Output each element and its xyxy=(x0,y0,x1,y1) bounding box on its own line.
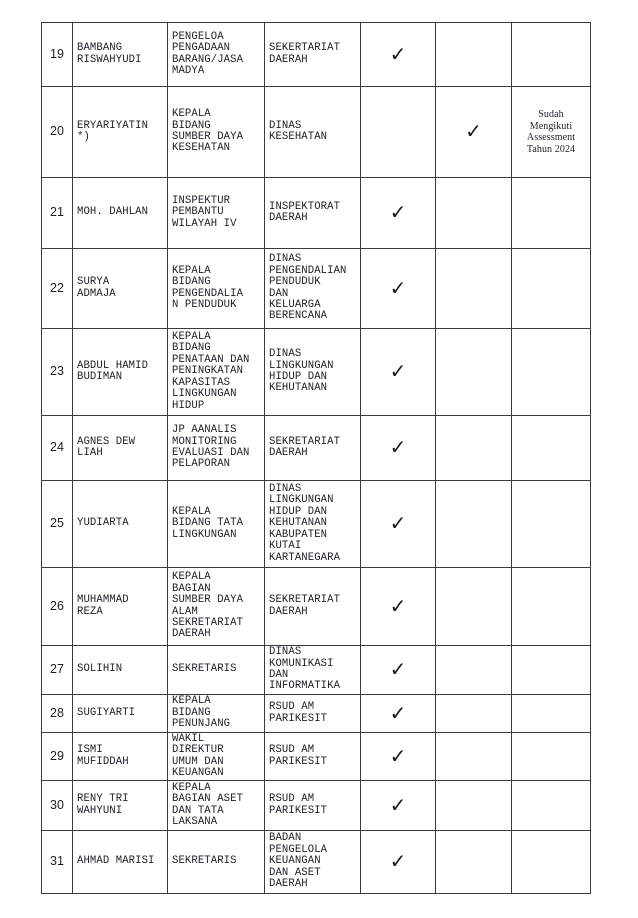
check-mark-cell xyxy=(361,568,436,646)
check-mark-icon: ✓ xyxy=(389,435,407,460)
position-cell xyxy=(168,178,265,249)
name-cell-text: SUGIYARTI xyxy=(77,706,136,719)
unit-cell xyxy=(265,646,361,695)
check-mark-cell xyxy=(361,646,436,695)
check-mark-icon: ✓ xyxy=(389,200,407,225)
position-cell xyxy=(168,695,265,733)
note-cell xyxy=(512,416,591,481)
row-number-text: 27 xyxy=(49,662,65,677)
check-mark-cell xyxy=(361,87,436,178)
row-number-text: 26 xyxy=(49,598,65,613)
position-cell-text: KEPALA BIDANG PENGENDALIA N PENDUDUK xyxy=(172,264,244,311)
unit-cell-text: DINAS LINGKUNGAN HIDUP DAN KEHUTANAN KABUPATEN KUTAI KARTANEGARA xyxy=(269,483,341,564)
row-number xyxy=(42,781,73,831)
name-cell xyxy=(73,831,168,894)
unit-cell xyxy=(265,781,361,831)
position-cell-text: KEPALA BIDANG SUMBER DAYA KESEHATAN xyxy=(172,108,244,155)
check-mark-cell-2 xyxy=(436,831,512,894)
check-mark-icon: ✓ xyxy=(389,511,407,536)
check-mark-cell xyxy=(361,178,436,249)
note-cell xyxy=(512,733,591,781)
check-mark-icon: ✓ xyxy=(389,657,407,682)
table-row xyxy=(42,733,591,781)
check-mark-cell xyxy=(361,481,436,568)
unit-cell-text: SEKERTARIAT DAERAH xyxy=(269,42,341,66)
unit-cell xyxy=(265,178,361,249)
row-number-text: 22 xyxy=(49,280,65,295)
unit-cell xyxy=(265,568,361,646)
check-mark-cell-2 xyxy=(436,733,512,781)
table-row xyxy=(42,178,591,249)
position-cell xyxy=(168,831,265,894)
table-row xyxy=(42,416,591,481)
check-mark-cell xyxy=(361,831,436,894)
check-mark-icon: ✓ xyxy=(389,700,407,725)
table-row xyxy=(42,831,591,894)
row-number xyxy=(42,831,73,894)
check-mark-cell xyxy=(361,249,436,329)
row-number-text: 21 xyxy=(49,205,65,220)
position-cell-text: INSPEKTUR PEMBANTU WILAYAH IV xyxy=(172,194,237,230)
unit-cell xyxy=(265,695,361,733)
check-mark-cell-2 xyxy=(436,23,512,87)
check-mark-cell xyxy=(361,23,436,87)
note-cell xyxy=(512,87,591,178)
table-row xyxy=(42,23,591,87)
row-number xyxy=(42,646,73,695)
check-mark-cell-2 xyxy=(436,695,512,733)
position-cell-text: KEPALA BIDANG PENATAAN DAN PENINGKATAN KAPASITAS LINGKUNGAN HIDUP xyxy=(172,331,250,412)
row-number xyxy=(42,733,73,781)
note-cell-text: Sudah Mengikuti Assessment Tahun 2024 xyxy=(526,109,576,155)
name-cell-text: AGNES DEW LIAH xyxy=(77,435,136,459)
table-row xyxy=(42,481,591,568)
unit-cell xyxy=(265,416,361,481)
position-cell xyxy=(168,646,265,695)
row-number xyxy=(42,568,73,646)
unit-cell-text: DINAS LINGKUNGAN HIDUP DAN KEHUTANAN xyxy=(269,348,334,395)
name-cell xyxy=(73,481,168,568)
name-cell-text: SURYA ADMAJA xyxy=(77,276,116,300)
name-cell xyxy=(73,87,168,178)
check-mark-cell-2 xyxy=(436,481,512,568)
name-cell-text: MUHAMMAD REZA xyxy=(77,594,129,618)
note-cell xyxy=(512,646,591,695)
check-mark-cell-2 xyxy=(436,568,512,646)
check-mark-cell-2 xyxy=(436,329,512,416)
check-mark-cell-2 xyxy=(436,416,512,481)
name-cell xyxy=(73,178,168,249)
row-number-text: 29 xyxy=(49,748,65,763)
position-cell xyxy=(168,249,265,329)
position-cell xyxy=(168,87,265,178)
unit-cell-text: RSUD AM PARIKESIT xyxy=(269,744,328,768)
position-cell-text: KEPALA BIDANG PENUNJANG xyxy=(172,695,231,731)
table-row xyxy=(42,249,591,329)
note-cell xyxy=(512,568,591,646)
check-mark-cell-2 xyxy=(436,249,512,329)
position-cell-text: KEPALA BAGIAN SUMBER DAYA ALAM SEKRETARIAT DAERAH xyxy=(172,571,244,641)
unit-cell xyxy=(265,87,361,178)
position-cell-text: KEPALA BIDANG TATA LINGKUNGAN xyxy=(172,505,244,541)
check-mark-cell xyxy=(361,781,436,831)
check-mark-cell xyxy=(361,733,436,781)
check-mark-icon: ✓ xyxy=(389,792,407,817)
position-cell xyxy=(168,481,265,568)
position-cell xyxy=(168,23,265,87)
unit-cell-text: INSPEKTORAT DAERAH xyxy=(269,200,341,224)
unit-cell-text: RSUD AM PARIKESIT xyxy=(269,793,328,817)
unit-cell xyxy=(265,249,361,329)
name-cell-text: SOLIHIN xyxy=(77,663,123,676)
position-cell-text: JP AANALIS MONITORING EVALUASI DAN PELAPORAN xyxy=(172,424,250,471)
row-number-text: 31 xyxy=(49,854,65,869)
row-number xyxy=(42,416,73,481)
name-cell xyxy=(73,646,168,695)
row-number xyxy=(42,178,73,249)
row-number xyxy=(42,695,73,733)
row-number-text: 23 xyxy=(49,364,65,379)
check-mark-cell xyxy=(361,416,436,481)
unit-cell-text: RSUD AM PARIKESIT xyxy=(269,701,328,725)
check-mark-cell xyxy=(361,329,436,416)
position-cell xyxy=(168,781,265,831)
check-mark-icon: ✓ xyxy=(465,119,482,144)
name-cell-text: RENY TRI WAHYUNI xyxy=(77,793,129,817)
position-cell xyxy=(168,733,265,781)
row-number-text: 30 xyxy=(49,797,65,812)
unit-cell xyxy=(265,23,361,87)
name-cell xyxy=(73,23,168,87)
check-mark-icon: ✓ xyxy=(389,359,407,384)
check-mark-icon: ✓ xyxy=(389,849,407,874)
name-cell xyxy=(73,695,168,733)
position-cell-text: PENGELOA PENGADAAN BARANG/JASA MADYA xyxy=(172,30,244,77)
check-mark-cell xyxy=(361,695,436,733)
name-cell-text: YUDIARTA xyxy=(77,517,129,530)
name-cell xyxy=(73,733,168,781)
name-cell-text: ERYARIYATIN *) xyxy=(77,119,149,143)
unit-cell xyxy=(265,481,361,568)
row-number-text: 25 xyxy=(49,516,65,531)
row-number-text: 20 xyxy=(49,124,65,139)
check-mark-icon: ✓ xyxy=(389,743,407,768)
row-number-text: 19 xyxy=(49,46,65,61)
name-cell xyxy=(73,329,168,416)
name-cell xyxy=(73,249,168,329)
note-cell xyxy=(512,23,591,87)
check-mark-cell-2 xyxy=(436,178,512,249)
note-cell xyxy=(512,249,591,329)
name-cell xyxy=(73,568,168,646)
row-number xyxy=(42,249,73,329)
check-mark-cell-2 xyxy=(436,781,512,831)
note-cell xyxy=(512,831,591,894)
name-cell-text: AHMAD MARISI xyxy=(77,855,155,868)
note-cell xyxy=(512,695,591,733)
unit-cell-text: DINAS KOMUNIKASI DAN INFORMATIKA xyxy=(269,646,341,693)
candidate-table xyxy=(41,22,591,894)
position-cell-text: KEPALA BAGIAN ASET DAN TATA LAKSANA xyxy=(172,781,244,828)
unit-cell xyxy=(265,329,361,416)
table-row xyxy=(42,568,591,646)
name-cell-text: ABDUL HAMID BUDIMAN xyxy=(77,359,149,383)
name-cell-text: BAMBANG RISWAHYUDI xyxy=(77,42,142,66)
position-cell xyxy=(168,329,265,416)
name-cell-text: MOH. DAHLAN xyxy=(77,206,149,219)
check-mark-cell-2 xyxy=(436,646,512,695)
position-cell xyxy=(168,416,265,481)
name-cell-text: ISMI MUFIDDAH xyxy=(77,744,129,768)
note-cell xyxy=(512,781,591,831)
check-mark-icon: ✓ xyxy=(389,41,407,66)
row-number xyxy=(42,23,73,87)
table-row xyxy=(42,87,591,178)
row-number xyxy=(42,87,73,178)
note-cell xyxy=(512,329,591,416)
position-cell-text: SEKRETARIS xyxy=(172,663,237,676)
unit-cell-text: SEKRETARIAT DAERAH xyxy=(269,435,341,459)
table-row xyxy=(42,781,591,831)
table-body xyxy=(42,23,591,894)
table-row xyxy=(42,695,591,733)
note-cell xyxy=(512,178,591,249)
table-row xyxy=(42,646,591,695)
name-cell xyxy=(73,416,168,481)
row-number-text: 28 xyxy=(49,705,65,720)
position-cell-text: SEKRETARIS xyxy=(172,855,237,868)
unit-cell-text: BADAN PENGELOLA KEUANGAN DAN ASET DAERAH xyxy=(269,832,328,891)
unit-cell xyxy=(265,733,361,781)
unit-cell xyxy=(265,831,361,894)
check-mark-icon: ✓ xyxy=(389,593,407,618)
row-number-text: 24 xyxy=(49,440,65,455)
row-number xyxy=(42,329,73,416)
table-row xyxy=(42,329,591,416)
position-cell xyxy=(168,568,265,646)
unit-cell-text: DINAS KESEHATAN xyxy=(269,119,328,143)
row-number xyxy=(42,481,73,568)
position-cell-text: WAKIL DIREKTUR UMUM DAN KEUANGAN xyxy=(172,732,224,779)
name-cell xyxy=(73,781,168,831)
unit-cell-text: DINAS PENGENDALIAN PENDUDUK DAN KELUARGA BERENCANA xyxy=(269,253,347,323)
check-mark-icon: ✓ xyxy=(389,275,407,300)
note-cell xyxy=(512,481,591,568)
check-mark-cell-2 xyxy=(436,87,512,178)
unit-cell-text: SEKRETARIAT DAERAH xyxy=(269,594,341,618)
